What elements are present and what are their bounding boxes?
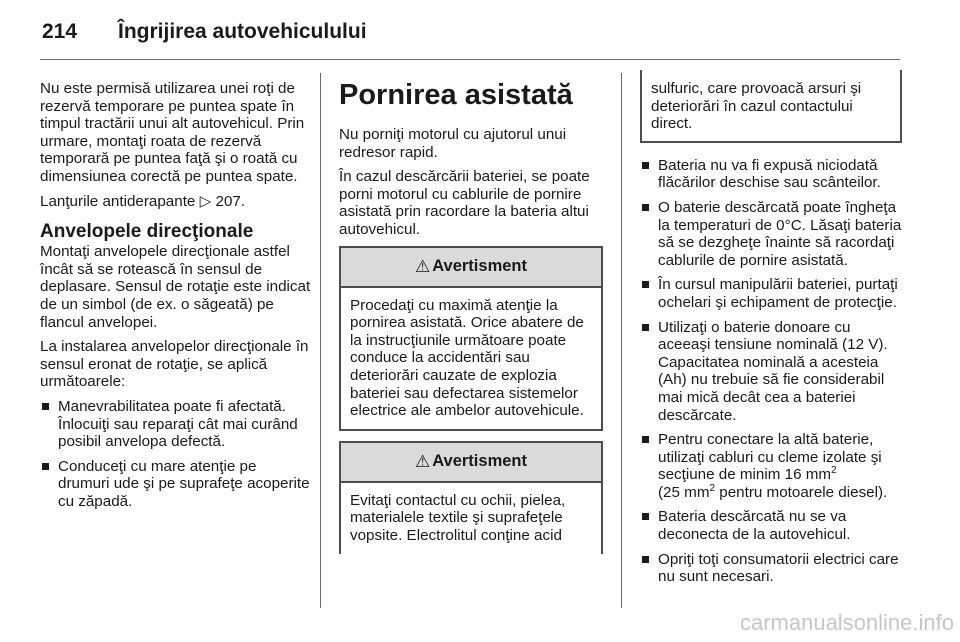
warning-text: Procedaţi cu maximă atenţie la pornirea asistată. Orice abatere de la instrucţiunile următoare poate conduce la accidentări sau deteriorări cauzate de explozia bateriei sau defectarea sistemelor electrice ale ambelor autovehicule. (350, 296, 584, 420)
list-item: Bateria nu va fi expusă niciodată flăcărilor deschise sau scânteilor. (640, 157, 902, 192)
warning-title: Avertisment (432, 256, 527, 275)
paragraph-jump-cables: În cazul descărcării bateriei, se poate porni motorul cu cablurile de pornire asistată prin racordare la bateria altui autovehicul. (339, 168, 590, 238)
cable-spec-text-diesel: (25 mm (658, 483, 710, 501)
bullet-list-directional (40, 398, 312, 511)
column-3 (640, 70, 902, 593)
list-item: În cursul manipulării bateriei, purtaţi ochelari şi echipament de protecţie. (640, 276, 902, 311)
page-title: Îngrijirea autovehiculului (118, 20, 367, 43)
snow-chains-text: Lanţurile antiderapante (40, 192, 200, 210)
list-item: Opriţi toţi consumatorii electrici care nu sunt necesari. (640, 551, 902, 586)
snow-chains-page-ref[interactable]: 207. (215, 192, 246, 210)
list-item: Utilizaţi o baterie donoare cu aceeaşi tensiune nominală (12 V). Capacitatea nominală a acesteia (Ah) nu trebuie să fie considerabil mai mică decât cea a bateriei descărcate. (640, 319, 902, 425)
bullet-list-battery (640, 157, 902, 586)
warning-triangle-icon: ⚠ (414, 451, 431, 471)
warning-box-2-continued: sulfuric, care provoacă arsuri şi deteriorări în cazul contactului direct. (640, 70, 902, 143)
warning-box-1 (339, 246, 603, 431)
header-rule (40, 59, 900, 60)
column-1 (40, 80, 312, 517)
superscript: 2 (831, 465, 837, 477)
list-item: Conduceţi cu mare atenţie pe drumuri ude şi pe suprafeţe acoperite cu zăpadă. (40, 458, 312, 511)
page-number: 214 (42, 20, 78, 43)
warning-text: Evitaţi contactul cu ochii, pielea, materialele textile şi suprafeţele vopsite. Electrolitul conţine acid (350, 491, 566, 544)
paragraph-snow-chains (40, 193, 312, 211)
warning-header (341, 248, 601, 288)
cable-spec-text: Pentru conectare la altă baterie, utilizaţi cabluri cu cleme izolate şi secţiune de minim 16 mm (658, 431, 882, 484)
section-heading-jump-start: Pornirea asistată (339, 79, 573, 111)
column-divider-2 (621, 73, 622, 608)
list-item: Manevrabilitatea poate fi afectată. Înlocuiţi sau reparaţi cât mai curând posibil anvelopa defectă. (40, 398, 312, 451)
warning-triangle-icon: ⚠ (414, 256, 431, 276)
paragraph-spare-wheel: Nu este permisă utilizarea unei roţi de rezervă temporare pe puntea spate în timpul tractării unui alt autovehicul. Prin urmare, montaţi roata de rezervă temporară pe puntea faţă şi o roată cu dimensiunea corectă pe puntea spate. (40, 80, 305, 185)
page-ref-arrow-icon: ▷ (199, 192, 212, 210)
section-heading-directional-tyres: Anvelopele direcţionale (40, 221, 254, 243)
paragraph-wrong-direction: La instalarea anvelopelor direcţionale în sensul eronat de rotaţie, se aplică următoarele: (40, 338, 309, 391)
warning-title: Avertisment (432, 451, 527, 470)
paragraph-directional-mounting: Montaţi anvelopele direcţionale astfel încât să se rotească în sensul de deplasare. Sensul de rotaţie este indicat de un simbol (de ex. o săgeată) pe flancul anvelopei. (40, 243, 311, 331)
column-2 (339, 78, 603, 564)
column-divider-1 (320, 73, 321, 608)
cable-spec-text-diesel-end: pentru motoarele diesel). (715, 483, 888, 501)
list-item: Bateria descărcată nu se va deconecta de la autovehicul. (640, 508, 902, 543)
watermark: carmanualsonline.info (739, 610, 954, 635)
superscript: 2 (709, 482, 716, 494)
paragraph-no-rapid-charger: Nu porniţi motorul cu ajutorul unui redresor rapid. (339, 126, 567, 161)
list-item: O baterie descărcată poate îngheţa la temperaturi de 0°C. Lăsaţi bateria să se dezgheţe înainte să racordaţi cablurile de pornire asistată. (640, 199, 902, 269)
warning-header (341, 443, 601, 483)
list-item (640, 431, 902, 501)
warning-box-2 (339, 441, 603, 554)
